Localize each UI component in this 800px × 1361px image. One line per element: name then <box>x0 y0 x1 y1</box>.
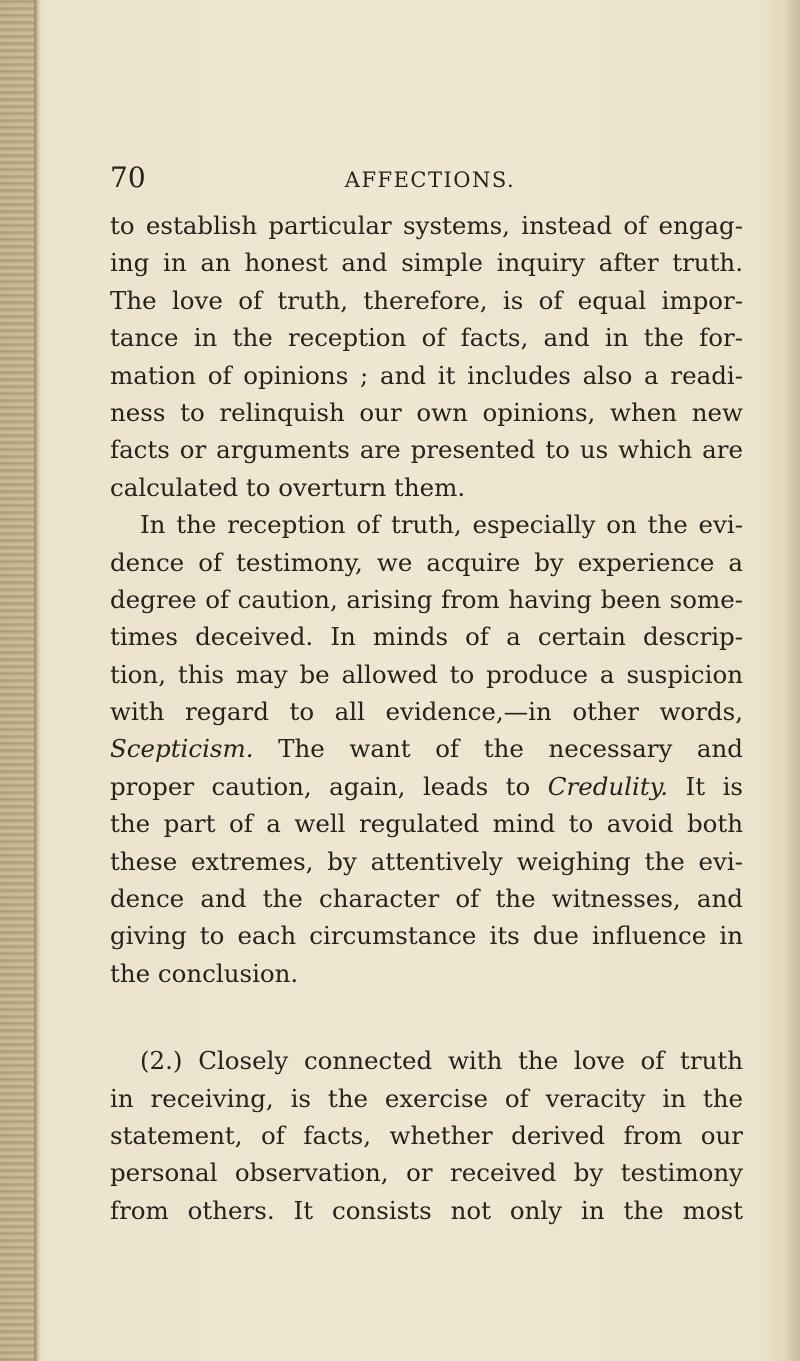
text-line: from others. It consists not only in the most <box>110 1195 743 1225</box>
text-line: ness to relinquish our own opinions, when new <box>110 397 743 427</box>
text-line: these extremes, by attentively weighing the evi- <box>110 846 743 876</box>
text-line: times deceived. In minds of a certain descrip- <box>110 622 743 652</box>
text-line: ing in an honest and simple inquiry after truth. <box>110 248 743 278</box>
text-line: to establish particular systems, instead of engag- <box>110 211 743 240</box>
page-number: 70 <box>110 161 146 194</box>
running-title: AFFECTIONS. <box>344 168 516 192</box>
text-line: calculated to overturn them. <box>110 472 466 502</box>
text-line: dence of testimony, we acquire by experience a <box>110 547 743 577</box>
text-line: the conclusion. <box>110 958 299 988</box>
text-line: the part of a well regulated mind to avoid both <box>110 809 743 839</box>
body-text <box>110 207 743 1229</box>
text-line: tion, this may be allowed to produce a suspicion <box>110 659 743 689</box>
text-line: statement, of facts, whether derived from our <box>110 1120 743 1150</box>
page-edge-shadow <box>786 0 800 1361</box>
paragraph <box>110 1042 743 1229</box>
text-run: proper caution, again, leads to <box>110 771 548 801</box>
text-line: giving to each circumstance its due influence in <box>110 921 743 951</box>
text-line <box>110 768 743 805</box>
paragraph <box>110 506 743 992</box>
text-line <box>110 730 743 767</box>
text-line: In the reception of truth, especially on the evi- <box>140 510 743 540</box>
paragraph <box>110 207 743 506</box>
text-line: personal observation, or received by testimony <box>110 1158 743 1188</box>
text-run: The want of the necessary and <box>253 734 743 764</box>
text-line: with regard to all evidence,—in other words, <box>110 697 743 727</box>
text-line: in receiving, is the exercise of veracity in the <box>110 1083 743 1113</box>
text-line: dence and the character of the witnesses, and <box>110 884 743 914</box>
italic-term: Scepticism. <box>110 734 254 764</box>
text-line: The love of truth, therefore, is of equal impor- <box>110 285 743 315</box>
text-line: tance in the reception of facts, and in the for- <box>110 323 743 353</box>
binding-shadow <box>34 0 40 1361</box>
page-header <box>110 158 750 198</box>
paragraph-gap <box>110 992 743 1042</box>
italic-term: Credulity. <box>547 771 669 801</box>
text-line: (2.) Closely connected with the love of truth <box>140 1046 743 1076</box>
text-line: facts or arguments are presented to us which are <box>110 435 743 465</box>
page-binding <box>0 0 34 1361</box>
text-line: degree of caution, arising from having been some- <box>110 584 743 614</box>
text-line: mation of opinions ; and it includes also a readi- <box>110 360 743 390</box>
text-run: It is <box>668 771 743 801</box>
